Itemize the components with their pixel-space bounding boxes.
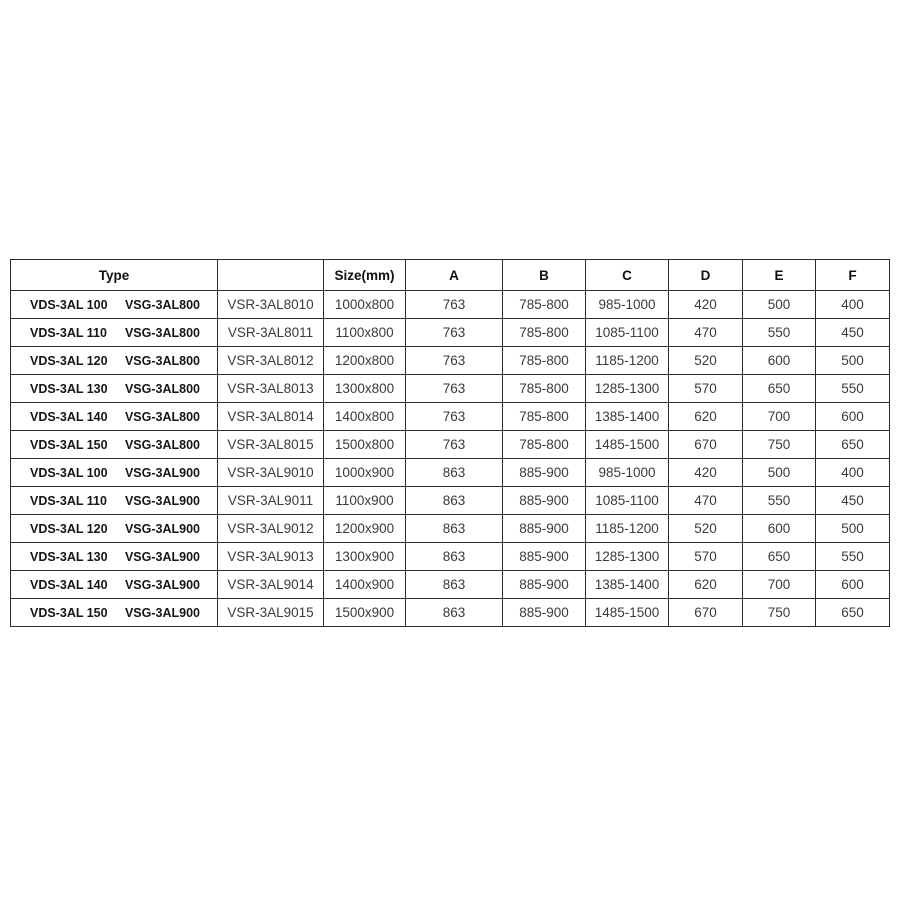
type-cell — [11, 459, 218, 487]
cell-a: 763 — [406, 403, 503, 431]
cell-size: 1200x900 — [324, 515, 406, 543]
type-cell — [11, 487, 218, 515]
cell-b: 885-900 — [503, 487, 586, 515]
type-vsg-label: VSG-3AL800 — [124, 297, 200, 312]
cell-model: VSR-3AL9011 — [218, 487, 324, 515]
cell-b: 785-800 — [503, 403, 586, 431]
type-vds-label: VDS-3AL 130 — [30, 549, 108, 564]
header-row — [11, 260, 890, 291]
cell-model: VSR-3AL9014 — [218, 571, 324, 599]
cell-f: 600 — [816, 403, 890, 431]
cell-c: 985-1000 — [586, 291, 669, 319]
cell-c: 1085-1100 — [586, 319, 669, 347]
type-vsg-label: VSG-3AL900 — [124, 465, 200, 480]
header-dim-f: F — [816, 260, 890, 291]
type-vsg-label: VSG-3AL800 — [124, 353, 200, 368]
cell-f: 400 — [816, 291, 890, 319]
cell-size: 1400x900 — [324, 571, 406, 599]
cell-c: 1085-1100 — [586, 487, 669, 515]
type-cell — [11, 599, 218, 627]
type-cell — [11, 571, 218, 599]
cell-c: 1485-1500 — [586, 599, 669, 627]
type-wrap — [11, 354, 217, 368]
cell-d: 570 — [669, 375, 743, 403]
cell-model: VSR-3AL9010 — [218, 459, 324, 487]
cell-size: 1300x900 — [324, 543, 406, 571]
cell-model: VSR-3AL8015 — [218, 431, 324, 459]
table-row — [11, 403, 890, 431]
cell-f: 650 — [816, 599, 890, 627]
cell-d: 520 — [669, 515, 743, 543]
cell-d: 420 — [669, 291, 743, 319]
cell-c: 1185-1200 — [586, 515, 669, 543]
cell-d: 620 — [669, 403, 743, 431]
type-vds-label: VDS-3AL 100 — [30, 465, 108, 480]
cell-model: VSR-3AL9012 — [218, 515, 324, 543]
cell-e: 550 — [743, 487, 816, 515]
table-row — [11, 599, 890, 627]
cell-e: 600 — [743, 347, 816, 375]
cell-size: 1000x800 — [324, 291, 406, 319]
type-cell — [11, 319, 218, 347]
cell-b: 785-800 — [503, 291, 586, 319]
type-cell — [11, 375, 218, 403]
type-vds-label: VDS-3AL 110 — [30, 325, 107, 340]
cell-b: 785-800 — [503, 431, 586, 459]
cell-c: 1485-1500 — [586, 431, 669, 459]
cell-c: 1385-1400 — [586, 571, 669, 599]
cell-e: 700 — [743, 403, 816, 431]
header-model — [218, 260, 324, 291]
type-vds-label: VDS-3AL 110 — [30, 493, 107, 508]
cell-size: 1400x800 — [324, 403, 406, 431]
type-cell — [11, 431, 218, 459]
cell-a: 863 — [406, 459, 503, 487]
type-vsg-label: VSG-3AL900 — [124, 577, 200, 592]
type-wrap — [11, 466, 217, 480]
cell-d: 670 — [669, 431, 743, 459]
header-dim-d: D — [669, 260, 743, 291]
type-vsg-label: VSG-3AL900 — [124, 521, 200, 536]
header-dim-c: C — [586, 260, 669, 291]
table-row — [11, 291, 890, 319]
type-vsg-label: VSG-3AL800 — [124, 325, 200, 340]
cell-size: 1200x800 — [324, 347, 406, 375]
header-type: Type — [11, 260, 218, 291]
cell-e: 600 — [743, 515, 816, 543]
type-wrap — [11, 578, 217, 592]
cell-b: 885-900 — [503, 599, 586, 627]
table-row — [11, 347, 890, 375]
cell-d: 470 — [669, 319, 743, 347]
type-cell — [11, 291, 218, 319]
cell-a: 763 — [406, 347, 503, 375]
cell-a: 863 — [406, 515, 503, 543]
table-row — [11, 431, 890, 459]
cell-d: 420 — [669, 459, 743, 487]
type-vds-label: VDS-3AL 140 — [30, 409, 108, 424]
cell-f: 450 — [816, 487, 890, 515]
cell-d: 570 — [669, 543, 743, 571]
type-vsg-label: VSG-3AL800 — [124, 409, 200, 424]
type-cell — [11, 543, 218, 571]
cell-f: 600 — [816, 571, 890, 599]
cell-d: 620 — [669, 571, 743, 599]
cell-e: 650 — [743, 543, 816, 571]
cell-c: 985-1000 — [586, 459, 669, 487]
cell-b: 785-800 — [503, 319, 586, 347]
cell-a: 863 — [406, 543, 503, 571]
type-vsg-label: VSG-3AL800 — [124, 437, 200, 452]
cell-b: 785-800 — [503, 347, 586, 375]
table-row — [11, 459, 890, 487]
cell-f: 500 — [816, 347, 890, 375]
table-row — [11, 515, 890, 543]
type-vds-label: VDS-3AL 120 — [30, 521, 108, 536]
header-dim-b: B — [503, 260, 586, 291]
cell-b: 885-900 — [503, 543, 586, 571]
type-vsg-label: VSG-3AL900 — [124, 493, 200, 508]
cell-model: VSR-3AL8012 — [218, 347, 324, 375]
type-wrap — [11, 410, 217, 424]
type-cell — [11, 403, 218, 431]
type-vds-label: VDS-3AL 130 — [30, 381, 108, 396]
type-wrap — [11, 382, 217, 396]
cell-f: 500 — [816, 515, 890, 543]
type-vds-label: VDS-3AL 100 — [30, 297, 108, 312]
header-dim-a: A — [406, 260, 503, 291]
type-vds-label: VDS-3AL 120 — [30, 353, 108, 368]
cell-model: VSR-3AL9015 — [218, 599, 324, 627]
cell-b: 885-900 — [503, 459, 586, 487]
type-vsg-label: VSG-3AL800 — [124, 381, 200, 396]
cell-model: VSR-3AL9013 — [218, 543, 324, 571]
table-row — [11, 319, 890, 347]
cell-e: 700 — [743, 571, 816, 599]
type-wrap — [11, 522, 217, 536]
cell-d: 520 — [669, 347, 743, 375]
cell-size: 1500x800 — [324, 431, 406, 459]
cell-b: 785-800 — [503, 375, 586, 403]
type-vds-label: VDS-3AL 150 — [30, 437, 108, 452]
table-row — [11, 487, 890, 515]
type-vsg-label: VSG-3AL900 — [124, 549, 200, 564]
table-row — [11, 375, 890, 403]
cell-e: 750 — [743, 599, 816, 627]
type-wrap — [11, 298, 217, 312]
table-row — [11, 571, 890, 599]
type-cell — [11, 515, 218, 543]
cell-a: 763 — [406, 431, 503, 459]
cell-size: 1300x800 — [324, 375, 406, 403]
cell-d: 670 — [669, 599, 743, 627]
cell-size: 1100x800 — [324, 319, 406, 347]
cell-d: 470 — [669, 487, 743, 515]
type-wrap — [11, 326, 217, 340]
cell-a: 763 — [406, 291, 503, 319]
type-wrap — [11, 606, 217, 620]
type-wrap — [11, 550, 217, 564]
type-vds-label: VDS-3AL 150 — [30, 605, 108, 620]
cell-c: 1185-1200 — [586, 347, 669, 375]
cell-a: 863 — [406, 599, 503, 627]
cell-f: 400 — [816, 459, 890, 487]
spec-table-body — [11, 291, 890, 627]
type-wrap — [11, 494, 217, 508]
cell-c: 1285-1300 — [586, 543, 669, 571]
cell-e: 500 — [743, 459, 816, 487]
header-dim-e: E — [743, 260, 816, 291]
cell-size: 1000x900 — [324, 459, 406, 487]
cell-size: 1100x900 — [324, 487, 406, 515]
header-size: Size(mm) — [324, 260, 406, 291]
spec-table-header — [11, 260, 890, 291]
cell-a: 763 — [406, 375, 503, 403]
spec-table — [10, 259, 890, 627]
table-row — [11, 543, 890, 571]
cell-a: 863 — [406, 571, 503, 599]
cell-model: VSR-3AL8014 — [218, 403, 324, 431]
cell-f: 650 — [816, 431, 890, 459]
type-cell — [11, 347, 218, 375]
cell-f: 450 — [816, 319, 890, 347]
cell-size: 1500x900 — [324, 599, 406, 627]
cell-e: 550 — [743, 319, 816, 347]
type-wrap — [11, 438, 217, 452]
cell-e: 750 — [743, 431, 816, 459]
cell-b: 885-900 — [503, 571, 586, 599]
cell-model: VSR-3AL8013 — [218, 375, 324, 403]
cell-f: 550 — [816, 543, 890, 571]
cell-a: 863 — [406, 487, 503, 515]
type-vds-label: VDS-3AL 140 — [30, 577, 108, 592]
cell-e: 500 — [743, 291, 816, 319]
cell-c: 1285-1300 — [586, 375, 669, 403]
cell-b: 885-900 — [503, 515, 586, 543]
type-vsg-label: VSG-3AL900 — [124, 605, 200, 620]
cell-a: 763 — [406, 319, 503, 347]
cell-f: 550 — [816, 375, 890, 403]
cell-model: VSR-3AL8011 — [218, 319, 324, 347]
cell-c: 1385-1400 — [586, 403, 669, 431]
cell-model: VSR-3AL8010 — [218, 291, 324, 319]
cell-e: 650 — [743, 375, 816, 403]
